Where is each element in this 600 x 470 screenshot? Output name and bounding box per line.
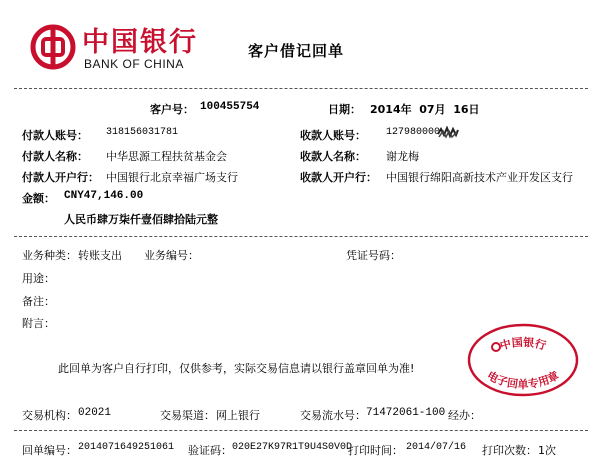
- amount-label: 金额：: [22, 192, 55, 205]
- verify-code-label: 验证码：: [188, 444, 232, 457]
- date-label: 日期：: [328, 103, 361, 116]
- channel-value: 网上银行: [216, 409, 260, 422]
- date-value: 2014年 07月 16日: [370, 103, 480, 116]
- payer-bank-value: 中国银行北京幸福广场支行: [106, 171, 238, 184]
- customer-no-label: 客户号：: [150, 103, 194, 116]
- svg-text:电子回单专用章: 电子回单专用章: [484, 368, 562, 391]
- voucher-no-label: 凭证号码：: [346, 249, 401, 262]
- biz-type-label: 业务种类：: [22, 249, 77, 262]
- payer-account-label: 付款人账号：: [22, 129, 88, 142]
- bank-of-china-logo-icon: [30, 24, 76, 70]
- redacted-digits-icon: [437, 126, 459, 140]
- svg-text:中国银行: 中国银行: [498, 335, 548, 353]
- print-time-value: 2014/07/16: [406, 442, 467, 453]
- print-count-label: 打印次数：: [482, 444, 537, 457]
- bank-name-en: BANK OF CHINA: [84, 57, 184, 71]
- postscript-label: 附言：: [22, 317, 55, 330]
- org-value: 02021: [78, 407, 112, 419]
- amount-in-words: 人民币肆万柒仟壹佰肆拾陆元整: [64, 213, 218, 226]
- payer-bank-label: 付款人开户行：: [22, 171, 99, 184]
- payee-name-label: 收款人名称：: [300, 150, 366, 163]
- biz-no-label: 业务编号：: [144, 249, 199, 262]
- payer-account-value: 318156031781: [106, 127, 179, 138]
- payee-account-value: 127980000: [386, 127, 441, 138]
- payee-bank-value: 中国银行绵阳高新技术产业开发区支行: [386, 171, 573, 184]
- divider: [14, 236, 588, 237]
- divider: [14, 88, 588, 89]
- customer-no-value: 100455754: [200, 101, 260, 113]
- bank-name-cn: 中国银行: [82, 27, 198, 58]
- receipt-no-label: 回单编号：: [22, 444, 77, 457]
- serial-label: 交易流水号：: [300, 409, 366, 422]
- remark-label: 备注：: [22, 295, 55, 308]
- print-count-value: 1次: [538, 444, 556, 457]
- payer-name-value: 中华思源工程扶贫基金会: [106, 150, 227, 163]
- payee-account-label: 收款人账号：: [300, 129, 366, 142]
- receipt-no-value: 2014071649251061: [78, 442, 175, 453]
- bank-seal-stamp-icon: [466, 322, 580, 398]
- verify-code-value: 020E27K97R1T9U4S0V0D: [232, 442, 353, 453]
- org-label: 交易机构：: [22, 409, 77, 422]
- document-title: 客户借记回单: [248, 42, 345, 60]
- payee-name-value: 谢龙梅: [386, 150, 419, 163]
- handler-label: 经办：: [448, 409, 481, 422]
- amount-value: CNY47,146.00: [64, 190, 144, 202]
- payee-bank-label: 收款人开户行：: [300, 171, 377, 184]
- serial-value: 71472061-100: [366, 407, 446, 419]
- payer-name-label: 付款人名称：: [22, 150, 88, 163]
- channel-label: 交易渠道：: [160, 409, 215, 422]
- notice-text: 此回单为客户自行打印，仅供参考，实际交易信息请以银行盖章回单为准!: [58, 362, 415, 375]
- divider: [14, 430, 588, 431]
- print-time-label: 打印时间：: [348, 444, 403, 457]
- purpose-label: 用途：: [22, 272, 55, 285]
- biz-type-value: 转账支出: [78, 249, 122, 262]
